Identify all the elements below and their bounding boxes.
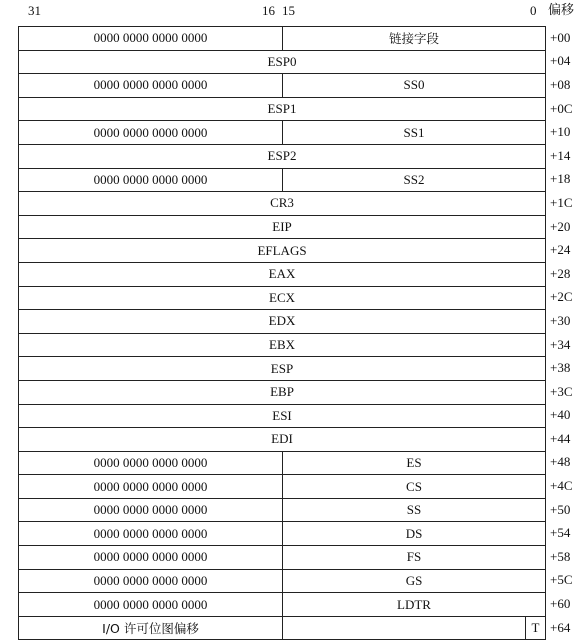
tss-row <box>19 192 545 216</box>
offset-label: +10 <box>550 124 571 140</box>
field-32bit: ESI <box>272 407 292 423</box>
offset-label: +44 <box>550 430 571 446</box>
tss-row <box>19 546 545 570</box>
field-32bit: ESP <box>270 360 294 376</box>
tss-row <box>19 27 545 51</box>
field-low-16bit: LDTR <box>282 593 545 616</box>
offset-label: +5C <box>550 572 573 588</box>
reserved-high-bits: 0000 0000 0000 0000 <box>93 572 208 588</box>
offset-label: +34 <box>550 336 571 352</box>
field-low-16bit: SS <box>282 499 545 522</box>
field-32bit: EDX <box>268 313 296 329</box>
offset-label: +24 <box>550 242 571 258</box>
field-low-16bit: DS <box>282 522 545 545</box>
tss-row <box>19 522 545 546</box>
reserved-high-bits: 0000 0000 0000 0000 <box>93 478 208 494</box>
tss-row <box>19 617 545 641</box>
reserved-high-bits: 0000 0000 0000 0000 <box>93 30 208 46</box>
tss-row <box>19 169 545 193</box>
field-32bit: ESP1 <box>267 101 297 117</box>
tss-row <box>19 216 545 240</box>
field-32bit: EAX <box>268 266 296 282</box>
offset-label: +1C <box>550 194 573 210</box>
reserved-high-bits: 0000 0000 0000 0000 <box>93 502 208 518</box>
offset-label: +20 <box>550 218 571 234</box>
field-low-16bit: 链接字段 <box>282 27 545 50</box>
field-32bit: EDI <box>271 431 293 447</box>
field-low-16bit: SS1 <box>282 121 545 144</box>
bit-16-label: 16 <box>262 3 275 18</box>
tss-row <box>19 570 545 594</box>
tss-row <box>19 121 545 145</box>
tss-row <box>19 287 545 311</box>
offset-label: +00 <box>550 29 571 45</box>
field-low-16bit: FS <box>282 546 545 569</box>
tss-row <box>19 428 545 452</box>
reserved-high-bits: 0000 0000 0000 0000 <box>93 171 208 187</box>
offset-label: +3C <box>550 383 573 399</box>
reserved-high-bits: 0000 0000 0000 0000 <box>93 549 208 565</box>
field-32bit: ESP2 <box>267 148 297 164</box>
debug-trap-flag: T <box>525 617 545 640</box>
reserved-low-bits <box>282 617 525 640</box>
field-32bit: ECX <box>269 289 295 305</box>
bit-15-label: 15 <box>282 3 295 18</box>
tss-row <box>19 499 545 523</box>
offset-label: +50 <box>550 501 571 517</box>
offset-header: 偏移 <box>548 3 575 18</box>
reserved-high-bits: 0000 0000 0000 0000 <box>93 525 208 541</box>
tss-row <box>19 51 545 75</box>
tss-row <box>19 145 545 169</box>
offset-label: +38 <box>550 360 571 376</box>
tss-row <box>19 381 545 405</box>
field-low-16bit: ES <box>282 452 545 475</box>
offset-label: +54 <box>550 525 571 541</box>
field-32bit: EIP <box>272 219 292 235</box>
field-32bit: EBP <box>270 384 294 400</box>
offset-label: +64 <box>550 619 571 635</box>
tss-structure-table <box>18 26 546 640</box>
field-low-16bit: SS0 <box>282 74 545 97</box>
offset-label: +28 <box>550 265 571 281</box>
offset-label: +4C <box>550 478 573 494</box>
offset-label: +04 <box>550 53 571 69</box>
tss-row <box>19 334 545 358</box>
tss-row <box>19 475 545 499</box>
offset-label: +18 <box>550 171 571 187</box>
field-low-16bit: SS2 <box>282 169 545 192</box>
field-low-16bit: GS <box>282 570 545 593</box>
field-32bit: ESP0 <box>267 53 297 69</box>
offset-label: +40 <box>550 407 571 423</box>
offset-label: +60 <box>550 596 571 612</box>
field-32bit: CR3 <box>270 195 294 211</box>
tss-row <box>19 357 545 381</box>
tss-row <box>19 263 545 287</box>
tss-row <box>19 239 545 263</box>
tss-row <box>19 405 545 429</box>
reserved-high-bits: 0000 0000 0000 0000 <box>93 596 208 612</box>
reserved-high-bits: 0000 0000 0000 0000 <box>93 124 208 140</box>
tss-row <box>19 98 545 122</box>
bit-0-label: 0 <box>530 3 537 18</box>
field-32bit: EBX <box>269 337 295 353</box>
offset-column <box>550 26 582 639</box>
offset-label: +2C <box>550 289 573 305</box>
offset-label: +14 <box>550 147 571 163</box>
field-low-16bit: CS <box>282 475 545 498</box>
field-32bit: EFLAGS <box>257 242 307 258</box>
tss-row <box>19 452 545 476</box>
tss-row <box>19 593 545 617</box>
bit-31-label: 31 <box>28 3 41 18</box>
reserved-high-bits: 0000 0000 0000 0000 <box>93 77 208 93</box>
offset-label: +08 <box>550 76 571 92</box>
offset-label: +30 <box>550 312 571 328</box>
reserved-high-bits: 0000 0000 0000 0000 <box>93 454 208 470</box>
offset-label: +58 <box>550 548 571 564</box>
tss-row <box>19 74 545 98</box>
io-bitmap-offset-field: I/O 许可位图偏移 <box>102 621 199 637</box>
tss-row <box>19 310 545 334</box>
offset-label: +0C <box>550 100 573 116</box>
offset-label: +48 <box>550 454 571 470</box>
